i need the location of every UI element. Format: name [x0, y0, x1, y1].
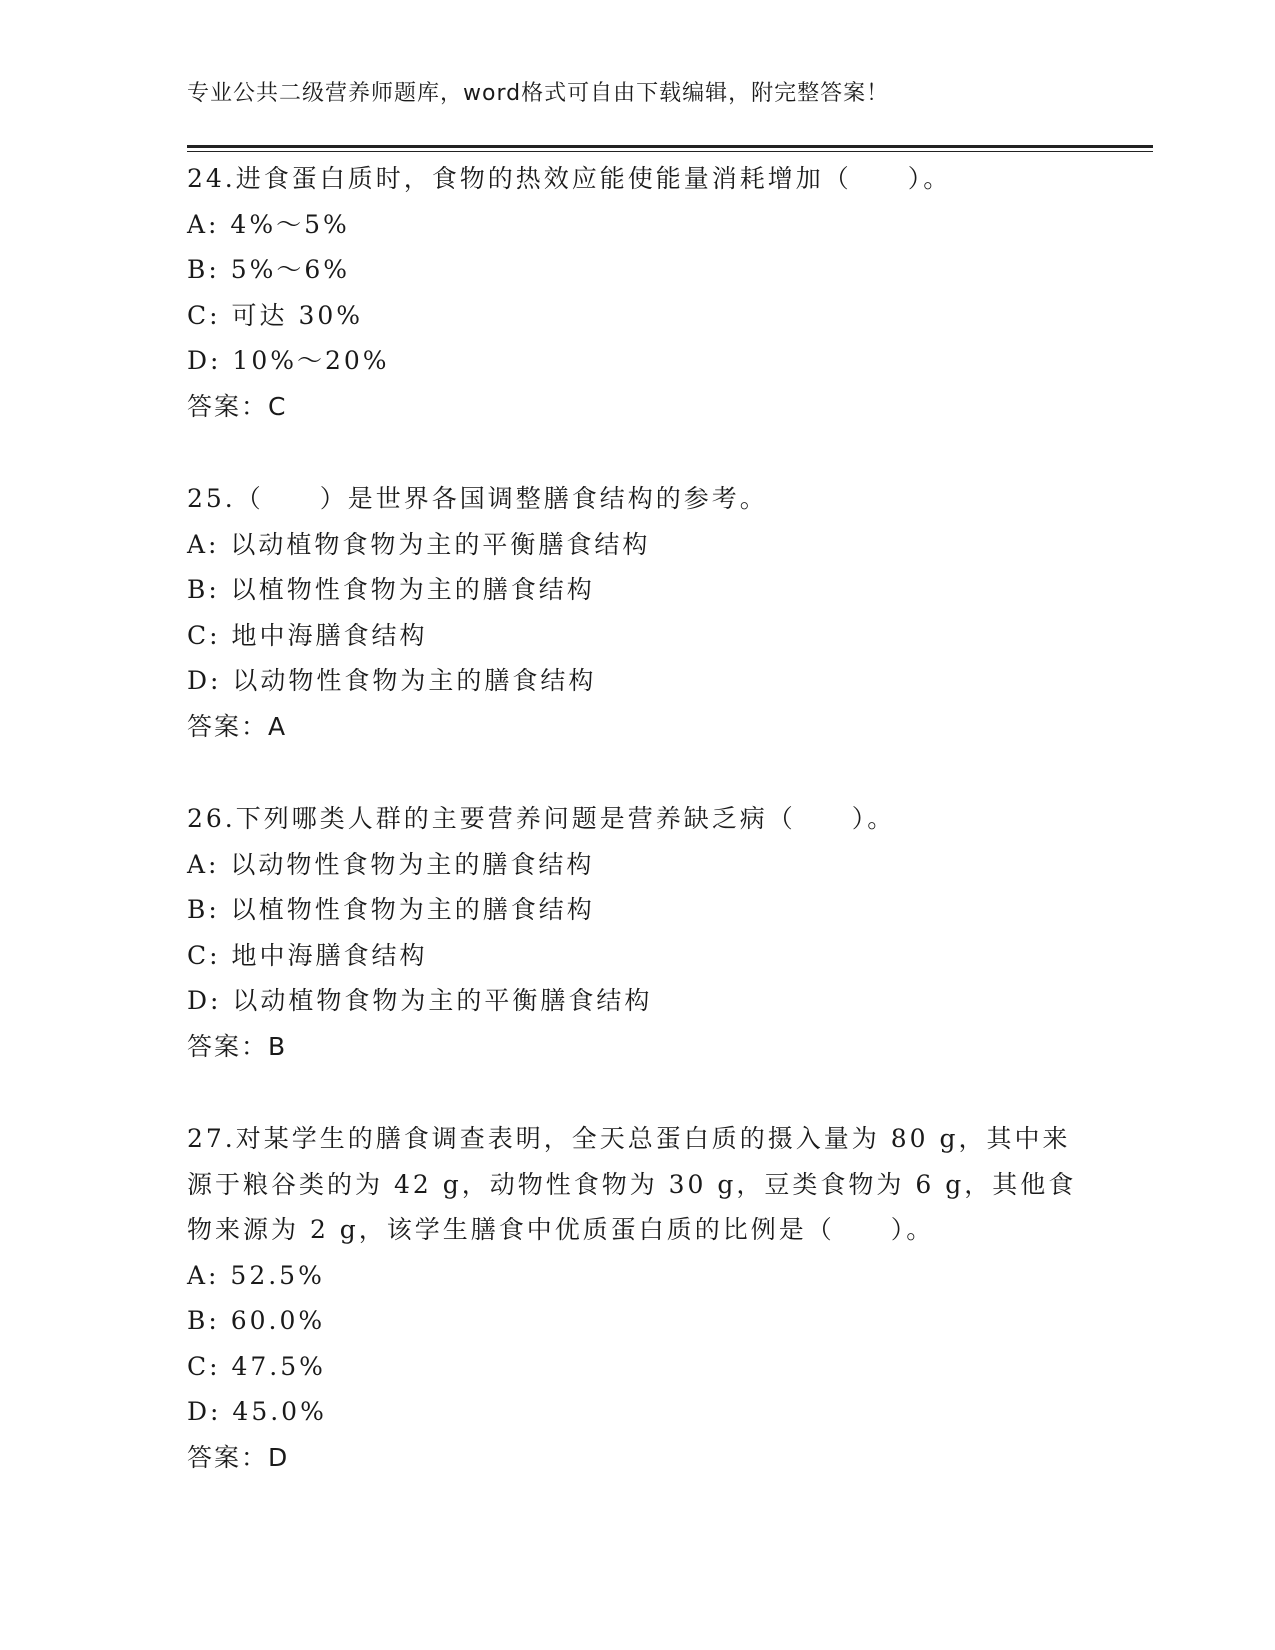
question-stem [187, 156, 1087, 202]
question-list [187, 156, 1087, 1527]
option-c: C: 地中海膳食结构 [187, 620, 428, 650]
header-rule-thin [187, 151, 1153, 152]
answer: 答案：C [187, 391, 288, 421]
question-24 [187, 156, 1087, 429]
option-b: B: 以植物性食物为主的膳食结构 [187, 895, 595, 924]
option-b: B: 5%～6% [187, 255, 351, 284]
option-d: D: 以动植物食物为主的平衡膳食结构 [187, 986, 653, 1015]
question-stem [187, 796, 1087, 842]
option-d: D: 10%～20% [187, 346, 390, 375]
question-26 [187, 796, 1087, 1069]
question-25 [187, 476, 1087, 749]
answer: 答案：D [187, 1442, 290, 1472]
option-c: C: 可达 30% [187, 300, 364, 330]
option-a: A: 以动物性食物为主的膳食结构 [187, 849, 595, 879]
stem-line: 源于粮谷类的为 42 g，动物性食物为 30 g，豆类食物为 6 g，其他食 [187, 1169, 1077, 1199]
stem-line: 25.（ ）是世界各国调整膳食结构的参考。 [187, 484, 768, 513]
stem-line: 27.对某学生的膳食调查表明，全天总蛋白质的摄入量为 80 g，其中来 [187, 1124, 1071, 1153]
option-c: C: 47.5% [187, 1351, 326, 1381]
option-a: A: 4%～5% [187, 209, 350, 239]
option-d: D: 以动物性食物为主的膳食结构 [187, 666, 597, 695]
answer: 答案：B [187, 1031, 288, 1061]
option-d: D: 45.0% [187, 1397, 327, 1426]
question-stem [187, 476, 1087, 522]
option-b: B: 60.0% [187, 1306, 326, 1335]
option-c: C: 地中海膳食结构 [187, 940, 428, 970]
page-header: 专业公共二级营养师题库，word格式可自由下载编辑，附完整答案！ [187, 81, 890, 106]
option-a: A: 52.5% [187, 1260, 325, 1290]
header-rule [187, 145, 1153, 148]
question-stem [187, 1116, 1087, 1253]
stem-line: 24.进食蛋白质时，食物的热效应能使能量消耗增加（ ）。 [187, 164, 952, 193]
question-27 [187, 1116, 1087, 1480]
answer: 答案：A [187, 711, 288, 741]
stem-line: 物来源为 2 g，该学生膳食中优质蛋白质的比例是（ ）。 [187, 1215, 935, 1244]
option-a: A: 以动植物食物为主的平衡膳食结构 [187, 529, 651, 559]
option-b: B: 以植物性食物为主的膳食结构 [187, 575, 595, 604]
stem-line: 26.下列哪类人群的主要营养问题是营养缺乏病（ ）。 [187, 804, 896, 833]
